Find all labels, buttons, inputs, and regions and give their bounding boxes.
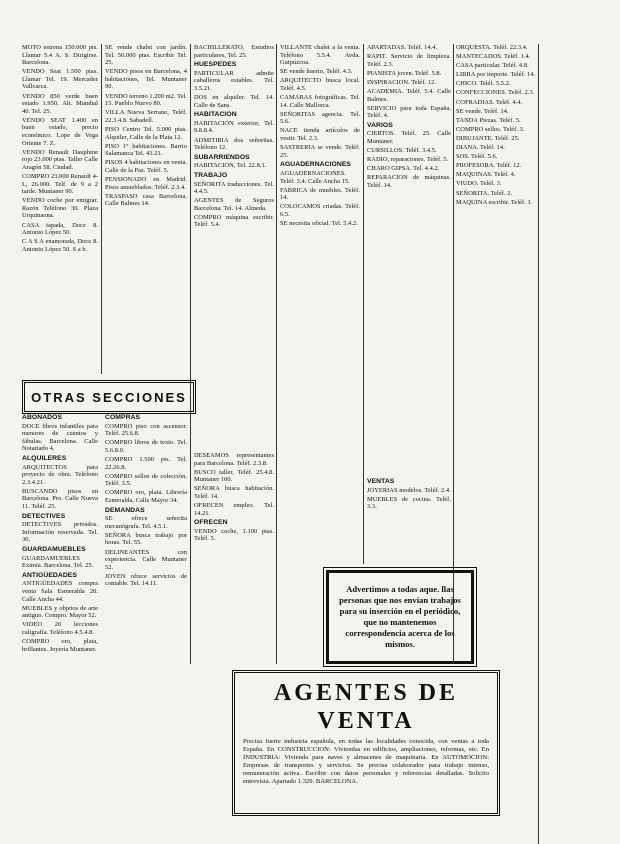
section-heading: COMPRAS xyxy=(105,414,141,421)
classified-ad: COMPRO libros de texto. Tel. 5.6.8.0. xyxy=(105,439,187,454)
column-1 xyxy=(22,44,98,374)
classified-ad: COMPRO oro, plata. Librería Esmeralda, Calle Mayor 34. xyxy=(105,489,187,504)
classified-ad: CURSILLOS. Teléf. 3.4.5. xyxy=(367,147,437,155)
classified-ad: DETECTIVES privados. Información reservada. Tel. 30. xyxy=(22,521,98,544)
classified-ad: COMPRO oro, plata, brillantes. Joyería Muntaner. xyxy=(22,638,98,653)
classified-ad: TANDA Piezas. Teléf. 5. xyxy=(456,116,521,124)
classified-ad: PISO 1º habitaciones. Barrio Salamanca Tel. 43.21. xyxy=(105,142,187,158)
editorial-notice-box xyxy=(326,570,474,664)
section-heading: HABITACION xyxy=(194,111,237,119)
classified-ad: VENDO pisos en Barcelona, 4 habitaciones, Tel. Muntaner 90. xyxy=(105,68,187,91)
classified-ad: MANTECADOS. Teléf. 1.4. xyxy=(456,53,531,61)
classified-ad: VENDO Seat 1.500 ptas. Llamar Tel. 19. Mercader Vallcarca. xyxy=(22,68,98,91)
column-4 xyxy=(280,44,360,564)
column-divider xyxy=(276,44,277,664)
classified-ad: SEÑORITA traducciones. Tel. 4.4.5. xyxy=(194,180,274,196)
classified-ad: CHICO. Teléf. 5.5.2. xyxy=(456,80,511,88)
classified-ad: PARTICULAR admite caballeros estables. Tel. 3.5.21. xyxy=(194,69,274,92)
classified-ad: VILLANTE chalet a la venta. Teléfono 5.5.4. Avda. Guipúzcoa. xyxy=(280,44,360,67)
classified-ad: PISOS 4 habitaciones en venta. Calle de la Paz. Teléf. 5. xyxy=(105,159,187,174)
classified-ad: CAMARAS fotográficas. Tel. 14. Calle Mallorca. xyxy=(280,94,360,109)
section-heading: OFRECEN xyxy=(194,519,228,527)
classified-ad: INSPIRACION. Teléf. 12. xyxy=(367,78,436,86)
classified-ad: SEÑORA busca habitación. Teléf. 14. xyxy=(194,485,274,500)
classified-ad: JOYERIAS modelos. Teléf. 2.4. xyxy=(367,486,451,494)
classified-ad: ANTIGÜEDADES compra venta Sala Esmeralda 20. Calle Ancha 44. xyxy=(22,580,98,603)
newspaper-page xyxy=(8,6,612,812)
classified-ad: SE vende. Teléf. 14. xyxy=(456,107,509,115)
classified-ad: VENDO Renault Dauphine rojo 23.000 ptas. Taller Calle Aragón 58. Ciudad. xyxy=(22,148,98,171)
section-heading: ANTIGÜEDADES xyxy=(22,571,77,579)
section-heading: VARIOS xyxy=(367,121,393,129)
classified-ad: SEÑORA busca trabajo por horas. Tel. 55. xyxy=(105,531,187,547)
classified-ad: ARQUITECTOS para proyecto de obra. Teléfono 2.3.4.21. xyxy=(22,463,98,486)
classified-ad: SE necesita oficial. Tel. 5.4.2. xyxy=(280,219,358,227)
classified-ad: MUEBLES de cocina. Teléf. 3.3. xyxy=(367,495,451,511)
classified-ad: VENDO SEAT 1.400 en buen estado, precio económico. Lope de Vega Oriente 7. Z. xyxy=(22,116,98,147)
classified-ad: BUSCO taller, Teléf. 25.4.8. Muntaner 100. xyxy=(194,468,274,484)
classified-ad: LIBRA por importe. Teléf. 14. xyxy=(456,71,536,79)
classified-ad: VENDO coche por emigrar. Razón Teléfono 30. Plaza Urquinaona. xyxy=(22,197,98,220)
classified-ad: COMPRO sellos. Teléf. 3. xyxy=(456,125,525,133)
classified-ad: VENDO 850 verde buen estado 1.950. Alt. Mundial 40. Tel. 25. xyxy=(22,92,98,115)
classified-ad: SEÑORITA. Teléf. 2. xyxy=(456,189,513,197)
column-3-lower xyxy=(194,452,274,662)
classified-ad: COMPRO máquina escribir. Teléf. 5.4. xyxy=(194,213,274,229)
notice-text: Advertimos a todas aque. llas personas que nos envían trabajos para su inserción en el periódico, que no mantenemos correspondencia acerca de los mismos. xyxy=(339,584,461,649)
column-2 xyxy=(105,44,187,374)
classified-ad: AGENTES de Seguros Barcelona. Tel. 14. Almeda. xyxy=(194,197,274,212)
classified-ad: DIBUJANTE. Teléf. 25. xyxy=(456,134,520,142)
column-5-lower xyxy=(367,476,451,566)
column-1-lower xyxy=(22,412,98,804)
classified-ad: VIDEO 20 lecciones caligrafía. Teléfono 4.5.4.8. xyxy=(22,621,98,636)
classified-ad: BACHILLERATO, Estudios particulares, Tel. 25. xyxy=(194,44,274,59)
classified-ad: PENSIONADO en Madrid. Pisos amueblados. Teléf. 2.3.4. xyxy=(105,176,187,191)
column-divider xyxy=(101,44,102,374)
classified-ad: CASA tapada, Doce 8. Antonio López 50. xyxy=(22,221,98,237)
classified-ad: SERVICIO para toda España. Teléf. 4. xyxy=(367,104,451,120)
section-heading: DEMANDAS xyxy=(105,506,145,514)
classified-ad: CHARO GIPSA. Tel. 4.4.2. xyxy=(367,165,440,173)
classified-ad: GUARDAMUEBLES Eximia. Barcelona. Tel. 25. xyxy=(22,554,94,570)
classified-ad: ARQUITECTO busca local. Teléf. 4.5. xyxy=(280,77,360,92)
column-6 xyxy=(456,44,536,654)
agentes-body: Precisa fuerte industria española, en todas las localidades conocida, con ventas a toda España. En CONSTRUCCION: Viviendas en edificios, ampliaciones, reformas, etc. En INDUSTRIA: Vivienda para naves y almacenes de maquinaria. En AUTOMOCION: Empresas de transportes y servicios. Se precisa colaborador para trabajo intenso, remuneración activa. Escribir con datos personales y referencias detalladas. Solicito entrevista. Apartado 1.329. BARCELONA. xyxy=(243,738,489,786)
classified-ad: VENDO terreno 1.200 m2. Tel. 15. Pueblo Nuevo 80. xyxy=(105,92,187,108)
classified-ad: OFRECEN empleo. Tel. 14.21. xyxy=(194,502,274,517)
classified-ad: VIUDO. Teléf. 3. xyxy=(456,180,502,188)
section-heading: VENTAS xyxy=(367,478,395,485)
classified-ad: CIERTOS. Teléf. 25. Calle Muntaner. xyxy=(367,130,451,146)
classified-ad: DESEAMOS representantes para Barcelona. Teléf. 2.3.8. xyxy=(194,452,274,467)
classified-ad: COMPRO 23.000 Renault 4-L, 26.000. Telf. de 9 a 2 tarde. Muntaner 90. xyxy=(22,173,98,196)
column-3 xyxy=(194,44,274,444)
classified-ad: MAQUINAS. Teléf. 4. xyxy=(456,171,516,179)
classified-ad: FABRICA de muebles. Teléf. 14. xyxy=(280,186,360,202)
classified-ad: SASTRERIA se vende. Teléf. 25. xyxy=(280,144,360,159)
classified-ad: CONFECCIONES. Teléf. 2.3. xyxy=(456,89,535,97)
classified-ad: RADIO, reparaciones. Teléf. 5. xyxy=(367,156,449,164)
classified-ad: PROFESORA. Teléf. 12. xyxy=(456,162,522,170)
classified-ad: MAQUINA escribir. Teléf. 1. xyxy=(456,198,533,206)
classified-ad: APARTADAS. Teléf. 14.4. xyxy=(367,44,438,51)
classified-ad: MOTO estrena 150.000 pts. Llamar 5.4 A. S. Dirigirse. Barcelona. xyxy=(22,44,98,67)
classified-ad: C A S A enamorada, Doce 8. Antonio López 50. S a b. xyxy=(22,238,98,253)
classified-ad: DOS en alquiler. Tel. 14. Calle de Sans. xyxy=(194,94,274,109)
classified-ad: SOS. Teléf. 5.6. xyxy=(456,153,498,161)
column-5 xyxy=(367,44,451,474)
classified-ad: VILLA Nueva Serrano, Teléf. 22.3.4.8. Sabadell. xyxy=(105,109,187,124)
classified-ad: VENDO coche, 1.100 ptas. Teléf. 5. xyxy=(194,527,274,543)
classified-ad: SE vende huerto. Teléf. 4.3. xyxy=(280,68,353,76)
section-heading: GUARDAMUEBLES xyxy=(22,546,86,553)
classified-ad: DELINEANTES con experiencia. Calle Muntaner 52. xyxy=(105,548,187,571)
classified-ad: DIANA. Teléf. 14. xyxy=(456,144,505,152)
section-heading: HUESPEDES xyxy=(194,61,237,69)
classified-ad: ORQUESTA. Teléf. 22.3.4. xyxy=(456,44,528,51)
agentes-de-venta-ad xyxy=(232,670,500,816)
classified-ad: RAPIT. Servicio de limpieza. Teléf. 2.3. xyxy=(367,53,451,68)
section-heading: SUBARRIENDOS xyxy=(194,153,250,161)
classified-ad: ACADEMIA. Teléf. 5.4. Calle Balmes. xyxy=(367,87,451,103)
classified-ad: SE vende chalet con jardín. Tel. 50.000 ptas. Escribir Tel. 25. xyxy=(105,44,187,67)
classified-ad: ADMITIRIA dos señoritas. Teléfono 12. xyxy=(194,136,274,152)
classified-ad: HABITACION exterior, Tel. 9.8.8.4. xyxy=(194,119,274,135)
classified-ad: SEÑORITAS agencia. Tel. 5.6. xyxy=(280,110,360,126)
classified-ad: SE ofrece señorita mecanógrafa. Tel. 4.5.1. xyxy=(105,515,187,530)
classified-ad: REPARACION de máquinas. Teléf. 14. xyxy=(367,174,451,189)
classified-ad: COLOCAMOS criadas. Teléf. 6.5. xyxy=(280,203,360,218)
agentes-title: AGENTES DE VENTA xyxy=(273,680,459,734)
classified-ad: CASA particular. Teléf. 4.8. xyxy=(456,62,529,70)
otras-secciones-banner: OTRAS SECCIONES xyxy=(22,380,196,414)
column-divider xyxy=(363,44,364,564)
section-heading: AGUADERNACIONES xyxy=(280,161,351,169)
classified-ad: HABITACION, Tel. 22.8.1. xyxy=(194,162,267,170)
classified-ad: BUSCANDO pisos en Barcelona. Pro. Calle Nueva 11. Teléf. 25. xyxy=(22,487,98,511)
classified-ad: PIANISTA joven. Teléf. 5.8. xyxy=(367,69,442,77)
section-heading: ABONADOS xyxy=(22,414,63,421)
classified-ad: MUEBLES y objetos de arte antiguo. Compro. Mayor 52. xyxy=(22,604,98,620)
section-heading: DETECTIVES xyxy=(22,512,66,520)
classified-ad: COMPRO sellos de colección. Teléf. 3.5. xyxy=(105,472,187,488)
section-heading: TRABAJO xyxy=(194,171,228,179)
column-divider xyxy=(190,44,191,664)
classified-ad: DOCE libros infantiles para menores de cuentos y fábulas. Barcelona. Calle Notariado 4. xyxy=(22,422,98,453)
classified-ad: COMPRO 1.500 pts. Tel. 22.26.8. xyxy=(105,455,187,471)
classified-ad: COFRADIAS. Teléf. 4.4. xyxy=(456,98,523,106)
classified-ad: COMPRO piso con ascensor. Teléf. 25.6.8. xyxy=(105,422,187,438)
section-heading: ALQUILERES xyxy=(22,454,67,462)
classified-ad: NACE tienda artículos de vestir. Tel. 2.3. xyxy=(280,127,360,143)
classified-ad: JOVEN ofrece servicios de contable. Tel. 14.11. xyxy=(105,572,187,588)
column-divider xyxy=(538,44,539,844)
classified-ad: TRASPASO casa Barcelona. Calle Balmes 14. xyxy=(105,192,187,208)
column-2-lower xyxy=(105,412,187,804)
classified-ad: PISO Centro Tel. 5.000 ptas. Alquiler, Calle de la Plata 12. xyxy=(105,125,187,141)
classified-ad: AGUADERNACIONES. Teléf. 3.4. Calle Ancha 15. xyxy=(280,169,350,185)
